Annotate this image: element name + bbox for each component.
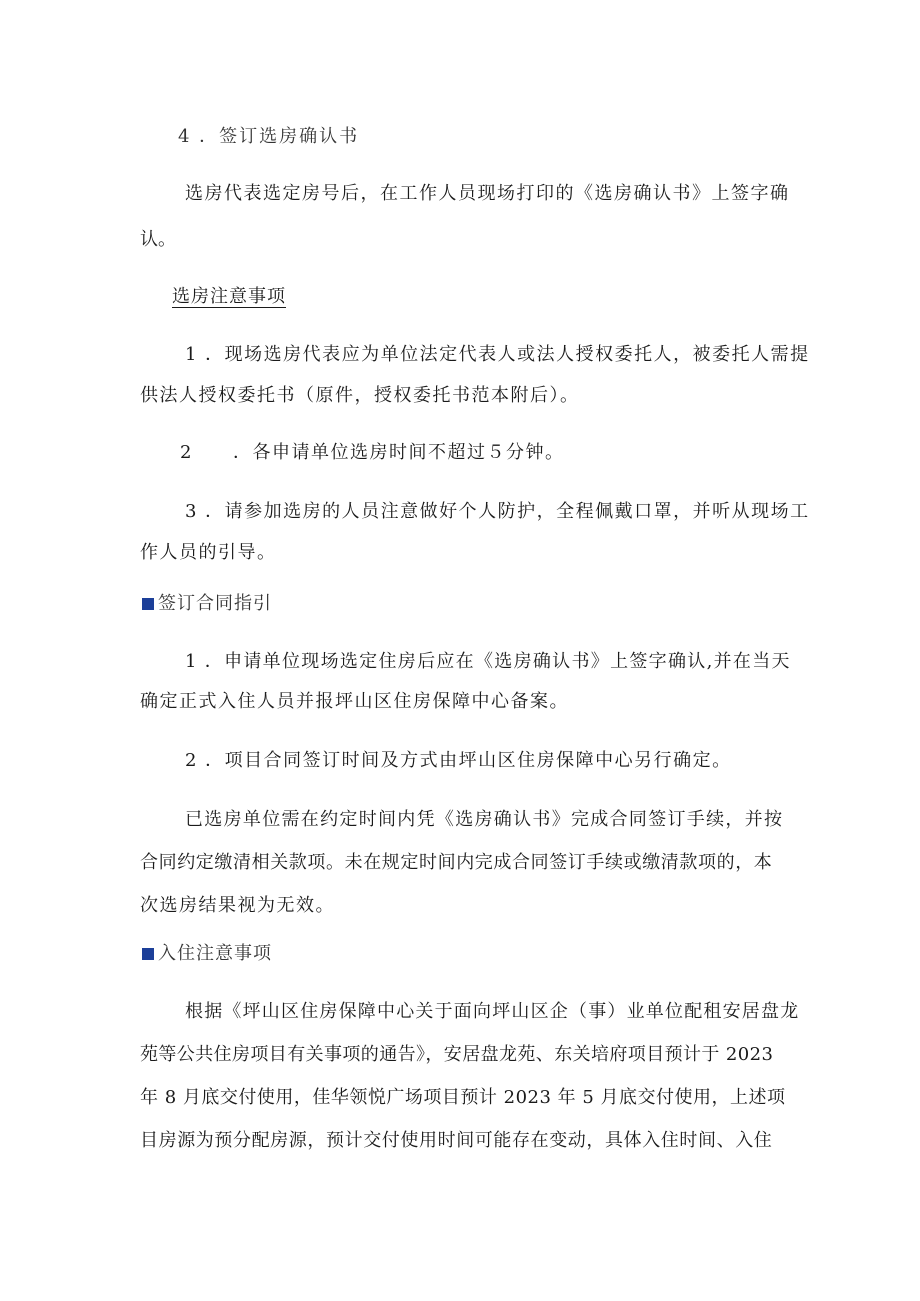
contract-para-line-3: 次选房结果视为无效。 <box>140 895 335 916</box>
square-bullet-icon <box>142 598 154 610</box>
contract-heading <box>142 592 272 616</box>
checkin-para-line-1: 根据《坪山区住房保障中心关于面向坪山区企（事）业单位配租安居盘龙 <box>185 1001 800 1022</box>
contract-item-1-line-2: 确定正式入住人员并报坪山区住房保障中心备案。 <box>140 691 569 712</box>
notes-item-1-line-2: 供法人授权委托书（原件，授权委托书范本附后）。 <box>140 385 580 406</box>
contract-para-line-1: 已选房单位需在约定时间内凭《选房确认书》完成合同签订手续，并按 <box>185 809 784 830</box>
section-4-para-line-1: 选房代表选定房号后，在工作人员现场打印的《选房确认书》上签字确 <box>185 183 790 204</box>
checkin-title: 入住注意事项 <box>158 943 272 964</box>
notes-item-2-number: 2 <box>180 442 192 463</box>
contract-title: 签订合同指引 <box>158 593 272 614</box>
notes-item-3-line-2: 作人员的引导。 <box>140 542 277 563</box>
checkin-para-line-3: 年 8 月底交付使用，佳华领悦广场项目预计 2023 年 5 月底交付使用，上述项 <box>140 1087 786 1108</box>
contract-para-line-2: 合同约定缴清相关款项。未在规定时间内完成合同签订手续或缴清款项的，本 <box>140 852 773 873</box>
notes-item-2-text: ．各申请单位选房时间不超过５分钟。 <box>233 442 565 463</box>
checkin-para-line-2: 苑等公共住房项目有关事项的通告》，安居盘龙苑、东关培府项目预计于 2023 <box>140 1044 774 1065</box>
square-bullet-icon <box>142 948 154 960</box>
notes-item-3-line-1: 3 ．请参加选房的人员注意做好个人防护，全程佩戴口罩，并听从现场工 <box>185 501 810 522</box>
contract-item-1-line-1: 1 ．申请单位现场选定住房后应在《选房确认书》上签字确认,并在当天 <box>185 651 791 672</box>
notes-item-1-line-1: 1 ．现场选房代表应为单位法定代表人或法人授权委托人，被委托人需提 <box>185 344 810 365</box>
contract-item-2: 2 ．项目合同签订时间及方式由坪山区住房保障中心另行确定。 <box>185 750 732 771</box>
notes-title: 选房注意事项 <box>172 286 286 307</box>
checkin-para-line-4: 目房源为预分配房源，预计交付使用时间可能存在变动，具体入住时间、入住 <box>140 1130 773 1151</box>
checkin-heading <box>142 942 272 966</box>
section-4-title: 4 ．签订选房确认书 <box>178 126 360 147</box>
section-4-para-line-2: 认。 <box>140 229 176 250</box>
